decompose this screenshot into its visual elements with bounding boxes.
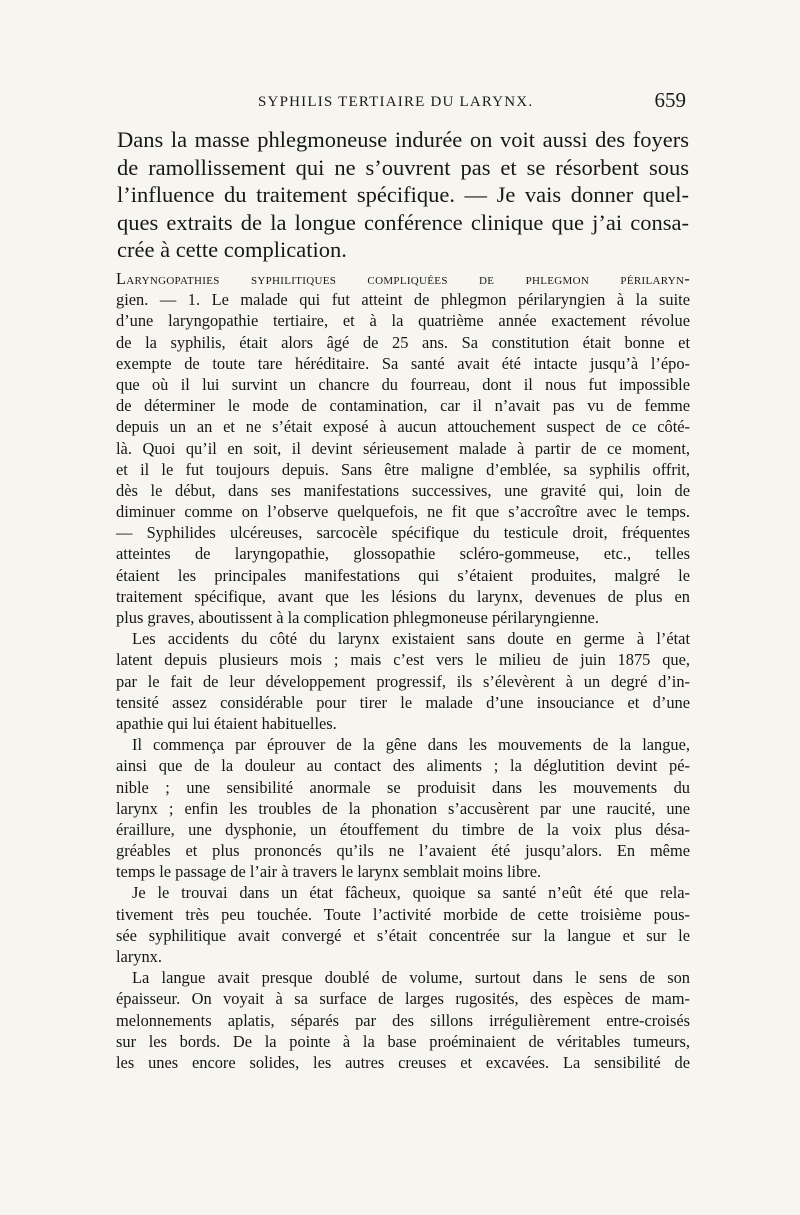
running-head: SYPHILIS TERTIAIRE DU LARYNX. xyxy=(258,94,534,110)
text-line: larynx. xyxy=(116,947,162,966)
text-line: l’influence du traitement spécifique. — Je vais donner quel- xyxy=(117,182,689,208)
text-line: Je le trouvai dans un état fâcheux, quoique sa santé n’eût été que rela- xyxy=(132,883,690,903)
text-line: melonnements aplatis, séparés par des sillons irrégulièrement entre-croisés xyxy=(116,1010,690,1030)
text-line: plus graves, aboutissent à la complication phlegmoneuse périlaryngienne. xyxy=(116,608,599,627)
intro-paragraph xyxy=(117,126,689,264)
text-line: de ramollissement qui ne s’ouvrent pas et se résorbent sous xyxy=(117,154,689,180)
text-line: les unes encore solides, les autres creuses et excavées. La sensibilité de xyxy=(116,1052,690,1072)
text-line: gréables et plus prononcés qu’ils ne l’avaient été jusqu’alors. En même xyxy=(116,841,690,861)
text-line: nible ; une sensibilité anormale se produisit dans les mouvements du xyxy=(116,777,690,797)
text-line: depuis un an et ne s’était exposé à aucun attouchement suspect de ce côté- xyxy=(116,417,690,437)
text-line: étaient les principales manifestations qui s’étaient produites, malgré le xyxy=(116,565,690,585)
text-line: épaisseur. On voyait à sa surface de larges rugosités, des espèces de mam- xyxy=(116,989,690,1009)
text-line: éraillure, une dysphonie, un étouffement du timbre de la voix plus désa- xyxy=(116,819,690,839)
text-line: sur les bords. De la pointe à la base proéminaient de véritables tumeurs, xyxy=(116,1031,690,1051)
section-title: Laryngopathies syphilitiques compliquées de phlegmon périlaryn- xyxy=(116,269,690,288)
case-report xyxy=(116,268,690,1073)
text-line: sée syphilitique avait convergé et s’était concentrée sur la langue et sur le xyxy=(116,925,690,945)
text-line: atteintes de laryngopathie, glossopathie scléro-gommeuse, etc., telles xyxy=(116,544,690,564)
page-header xyxy=(112,90,686,120)
text-line: tensité assez considérable pour tirer le malade d’une insouciance et d’une xyxy=(116,692,690,712)
text-line: dès le début, dans ses manifestations successives, une gravité qui, loin de xyxy=(116,480,690,500)
text-line: Il commença par éprouver de la gêne dans les mouvements de la langue, xyxy=(132,735,690,755)
text-line: larynx ; enfin les troubles de la phonation s’accusèrent par une raucité, une xyxy=(116,798,690,818)
text-line: Les accidents du côté du larynx existaient sans doute en germe à l’état xyxy=(132,629,690,649)
page-number: 659 xyxy=(654,88,686,112)
text-line: latent depuis plusieurs mois ; mais c’est vers le milieu de juin 1875 que, xyxy=(116,650,690,670)
text-line: ainsi que de la douleur au contact des aliments ; la déglutition devint pé- xyxy=(116,756,690,776)
text-line: apathie qui lui étaient habituelles. xyxy=(116,713,337,733)
text-line: exempte de toute tare héréditaire. Sa santé avait été intacte jusqu’à l’épo- xyxy=(116,353,690,373)
text-line: La langue avait presque doublé de volume, surtout dans le sens de son xyxy=(132,968,690,988)
text-line: ques extraits de la longue conférence clinique que j’ai consa- xyxy=(117,209,689,235)
text-line: gien. — 1. Le malade qui fut atteint de phlegmon périlaryngien à la suite xyxy=(116,290,690,310)
text-line: que où il lui survint un chancre du fourreau, dont il nous fut impossible xyxy=(116,374,690,394)
text-line: traitement spécifique, avant que les lésions du larynx, devenues de plus en xyxy=(116,586,690,606)
text-line: par le fait de leur développement progressif, ils s’élevèrent à un degré d’in- xyxy=(116,671,690,691)
text-line: tivement très peu touchée. Toute l’activité morbide de cette troisième pous- xyxy=(116,904,690,924)
text-line: diminuer comme on l’observe quelquefois, ne fit que s’accroître avec le temps. xyxy=(116,502,690,522)
text-line: — Syphilides ulcéreuses, sarcocèle spécifique du testicule droit, fréquentes xyxy=(116,523,690,543)
text-line: Dans la masse phlegmoneuse indurée on voit aussi des foyers xyxy=(117,127,689,152)
text-line: de déterminer le mode de contamination, car il n’avait pas vu de femme xyxy=(116,396,690,416)
text-line: là. Quoi qu’il en soit, il devint sérieusement malade à partir de ce moment, xyxy=(116,438,690,458)
text-line: et il le fut toujours depuis. Sans être maligne d’emblée, sa syphilis offrit, xyxy=(116,459,690,479)
text-line: crée à cette complication. xyxy=(117,237,347,263)
text-line: de la syphilis, était alors âgé de 25 ans. Sa constitution était bonne et xyxy=(116,332,690,352)
text-line: d’une laryngopathie tertiaire, et à la quatrième année exactement révolue xyxy=(116,311,690,331)
text-line: temps le passage de l’air à travers le larynx semblait moins libre. xyxy=(116,862,542,882)
